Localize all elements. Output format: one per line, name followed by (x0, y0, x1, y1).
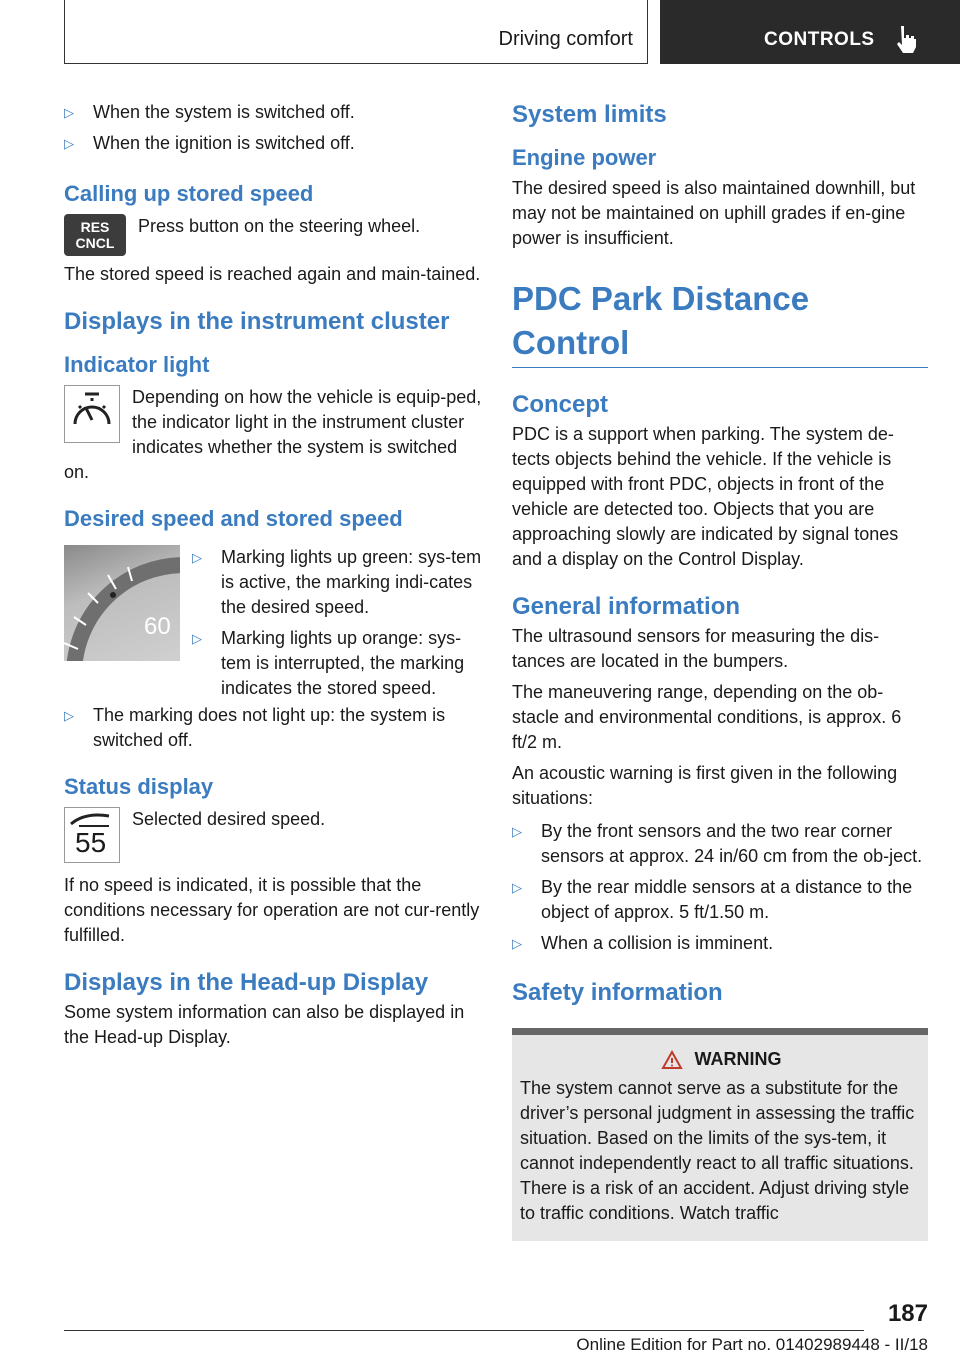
bullet-triangle-icon: ▷ (192, 550, 202, 565)
left-column (64, 100, 482, 1050)
header-chapter-box (660, 0, 960, 64)
warning-triangle-icon (661, 1050, 683, 1070)
heading-general-info: General information (512, 593, 741, 620)
heading-concept: Concept (512, 391, 608, 418)
general-text-3: An acoustic warning is first given in the following situations: (512, 763, 898, 808)
chapter-title: CONTROLS (764, 29, 875, 50)
heading-calling-up: Calling up stored speed (64, 181, 314, 206)
header-section-box (64, 0, 648, 64)
res-cncl-button-icon: RES CNCL (64, 214, 126, 256)
list-item: ▷ When the ignition is switched off. (64, 131, 482, 156)
heading-hud: Displays in the Head-up Display (64, 969, 429, 996)
page-number: 187 (887, 1300, 928, 1327)
bullet-triangle-icon: ▷ (512, 880, 522, 895)
indicator-text: Depending on how the vehicle is equip-ped, the indicator light in the instrument cluster indicates whether the system is switched on. (64, 387, 482, 482)
bullet-triangle-icon: ▷ (512, 936, 522, 951)
list-item: ▷ When the system is switched off. (64, 100, 482, 125)
list-item: ▷ Marking lights up green: sys-tem is active, the marking indi-cates the desired speed. (192, 547, 482, 617)
list-item: ▷ Marking lights up orange: sys-tem is interrupted, the marking indicates the stored speed. (192, 628, 465, 698)
list-item: ▷ By the rear middle sensors at a distance to the object of approx. 5 ft/1.50 m. (512, 877, 913, 922)
heading-displays-instrument: Displays in the instrument cluster (64, 308, 450, 335)
bullet-triangle-icon: ▷ (512, 824, 522, 839)
warning-bar (512, 1028, 928, 1035)
heading-system-limits: System limits (512, 101, 667, 128)
hand-pointer-icon (896, 24, 918, 54)
cruise-indicator-icon (64, 385, 120, 443)
bullet-triangle-icon: ▷ (64, 708, 74, 723)
list-item: ▷ The marking does not light up: the system is switched off. (64, 705, 446, 750)
heading-safety: Safety information (512, 979, 723, 1006)
status-text-2: If no speed is indicated, it is possible that the conditions necessary for operation are not cur-rently fulfilled. (64, 875, 480, 945)
list-item: ▷ By the front sensors and the two rear corner sensors at approx. 24 in/60 cm from the ob-ject. (512, 821, 923, 866)
heading-indicator-light: Indicator light (64, 352, 210, 377)
status-text: Selected desired speed. (132, 809, 326, 829)
section-title: Driving comfort (498, 28, 633, 50)
heading-engine-power: Engine power (512, 145, 657, 170)
bullet-triangle-icon: ▷ (64, 105, 74, 120)
status-speed-number: 55 (75, 827, 107, 858)
general-text-2: The maneuvering range, depending on the ob-stacle and environmental conditions, is approx. 6 ft/2 m. (512, 682, 902, 752)
calling-up-text-2: The stored speed is reached again and main-tained. (64, 264, 481, 284)
warning-label: WARNING (694, 1049, 782, 1069)
heading-status-display: Status display (64, 774, 214, 799)
engine-power-text: The desired speed is also maintained downhill, but may not be maintained on uphill grades if en-gine power is insufficient. (512, 178, 916, 248)
list-item: ▷ When a collision is imminent. (512, 931, 928, 956)
calling-up-text: Press button on the steering wheel. (138, 216, 421, 236)
footer-edition: Online Edition for Part no. 01402989448 - II/18 (576, 1335, 928, 1354)
hud-text: Some system information can also be displayed in the Head-up Display. (64, 1002, 465, 1047)
warning-text: The system cannot serve as a substitute for the driver’s personal judgment in assessing the traffic situation. Based on the limits of the sys-tem, it cannot independently react to all traffic situations. There is a risk of an accident. Adjust driving style to traffic conditions. Watch traffic (520, 1078, 915, 1223)
heading-desired-speed: Desired speed and stored speed (64, 506, 403, 531)
footer-rule (64, 1330, 864, 1331)
gauge-number: 60 (144, 613, 171, 640)
general-text-1: The ultrasound sensors for measuring the dis-tances are located in the bumpers. (512, 626, 880, 671)
concept-text: PDC is a support when parking. The system de-tects objects behind the vehicle. If the vehicle is equipped with front PDC, objects in front of the vehicle are detected too. Objects that you are approaching slowly are indicated by signal tones and a display on the Control Display. (512, 424, 899, 569)
bullet-triangle-icon: ▷ (192, 631, 202, 646)
speedometer-image (64, 545, 180, 661)
warning-box (512, 1035, 928, 1241)
bullet-triangle-icon: ▷ (64, 136, 74, 151)
warning-header (520, 1049, 922, 1070)
right-column (512, 100, 928, 1241)
status-speed-icon (64, 807, 120, 863)
pdc-title: PDC Park Distance Control (512, 277, 928, 368)
